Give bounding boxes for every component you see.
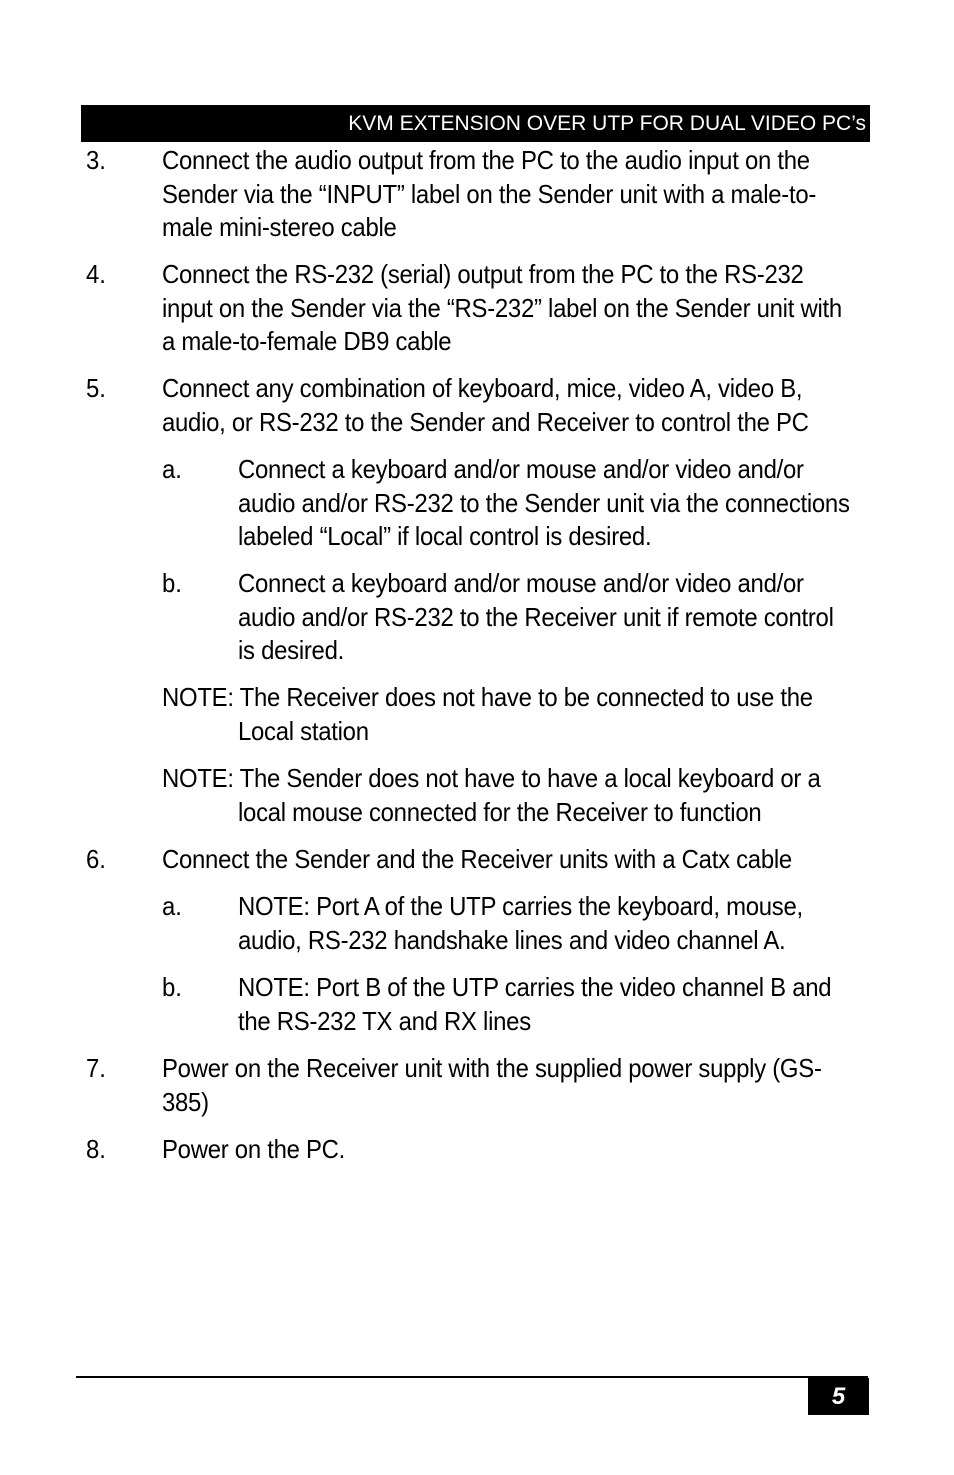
list-item-line: Connect the Sender and the Receiver units with a Catx cable	[162, 844, 792, 874]
sub-item-label: a.	[162, 891, 182, 921]
sub-item-line: labeled “Local” if local control is desired.	[238, 521, 652, 551]
note-text: NOTE: The Sender does not have to have a local keyboard or a	[162, 763, 821, 793]
list-item-line: audio, or RS-232 to the Sender and Receiver to control the PC	[162, 406, 809, 437]
list-item-line: Power on the Receiver unit with the supplied power supply (GS-	[162, 1053, 822, 1083]
sub-item-line: audio, RS-232 handshake lines and video channel A.	[238, 924, 786, 955]
list-item-line: male mini-stereo cable	[162, 212, 397, 242]
sub-item-line: Connect a keyboard and/or mouse and/or video and/or	[238, 568, 804, 598]
footer-rule	[76, 1376, 868, 1378]
sub-item-line: the RS-232 TX and RX lines	[238, 1005, 531, 1036]
sub-item-line: audio and/or RS-232 to the Sender unit via the connections	[238, 487, 850, 518]
note-text-continued: local mouse connected for the Receiver to function	[238, 796, 762, 827]
sub-item-line: NOTE: Port B of the UTP carries the video channel B and	[238, 972, 832, 1002]
sub-item-label: b.	[162, 568, 182, 598]
sub-item-line: is desired.	[238, 635, 344, 665]
list-item-number: 4.	[86, 259, 106, 289]
note-text: NOTE: The Receiver does not have to be connected to use the	[162, 682, 813, 712]
sub-item-line: NOTE: Port A of the UTP carries the keyboard, mouse,	[238, 891, 803, 921]
list-item-number: 8.	[86, 1134, 106, 1164]
note-text-continued: Local station	[238, 715, 369, 746]
page-number: 5	[831, 1383, 846, 1410]
sub-item-line: Connect a keyboard and/or mouse and/or video and/or	[238, 454, 804, 484]
list-item-line: Connect any combination of keyboard, mice, video A, video B,	[162, 373, 803, 403]
list-item-line: Sender via the “INPUT” label on the Sender unit with a male-to-	[162, 178, 817, 209]
list-item-line: Connect the RS-232 (serial) output from the PC to the RS-232	[162, 259, 804, 289]
list-item-line: Connect the audio output from the PC to the audio input on the	[162, 145, 810, 175]
list-item-number: 7.	[86, 1053, 106, 1083]
list-item-number: 3.	[86, 145, 106, 175]
list-item-line: 385)	[162, 1086, 209, 1117]
header-title: KVM EXTENSION OVER UTP FOR DUAL VIDEO PC’s	[348, 112, 866, 135]
sub-item-line: audio and/or RS-232 to the Receiver unit if remote control	[238, 601, 834, 632]
list-item-number: 6.	[86, 844, 106, 874]
page-number-box	[808, 1378, 869, 1415]
list-item-line: Power on the PC.	[162, 1134, 346, 1164]
sub-item-label: b.	[162, 972, 182, 1002]
list-item-line: input on the Sender via the “RS-232” label on the Sender unit with	[162, 292, 842, 323]
list-item-line: a male-to-female DB9 cable	[162, 326, 452, 356]
list-item-number: 5.	[86, 373, 106, 403]
sub-item-label: a.	[162, 454, 182, 484]
